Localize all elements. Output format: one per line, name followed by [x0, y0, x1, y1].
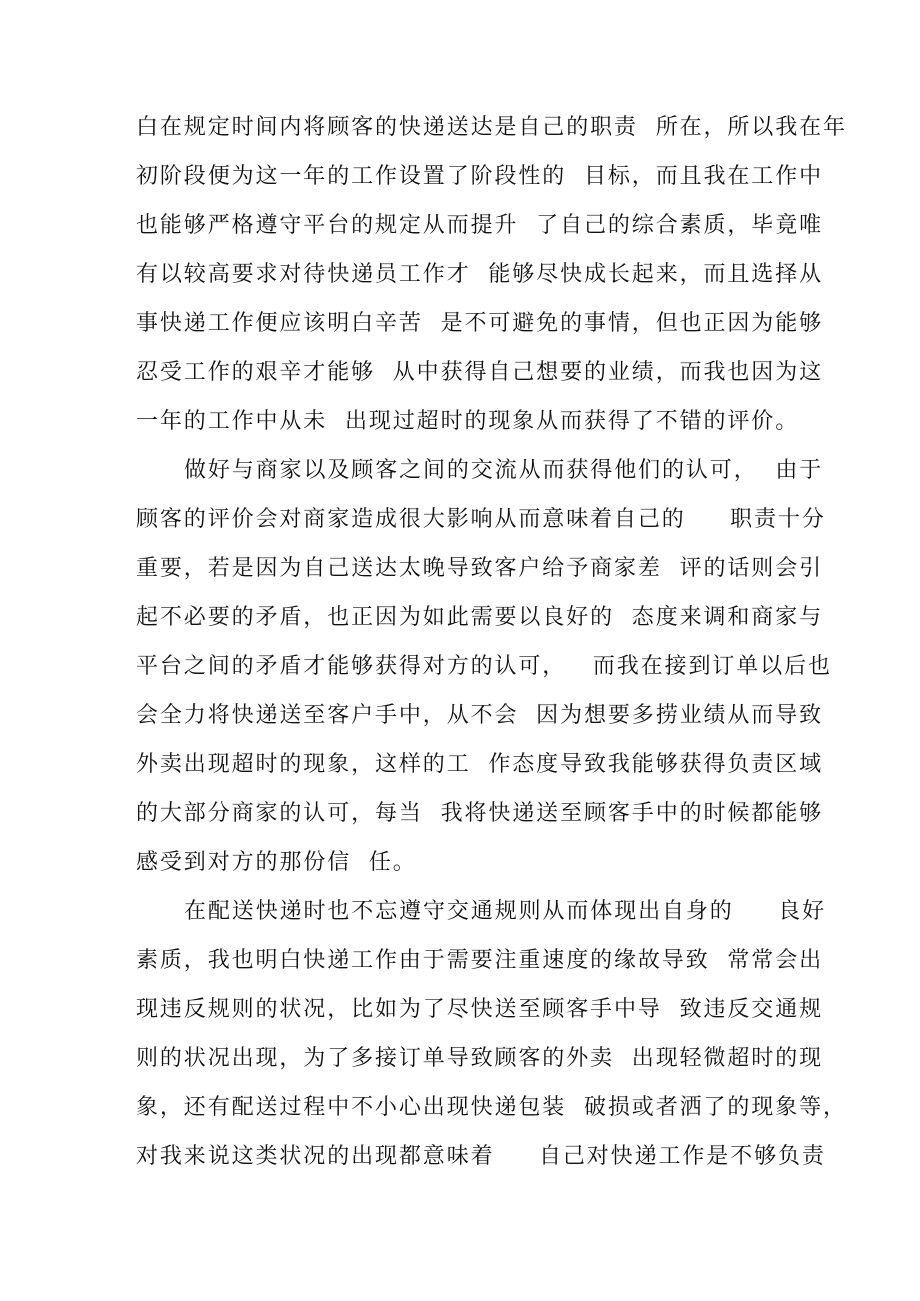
text-line: 素质，我也明白快递工作由于需要注重速度的缘故导致 常常会出: [136, 948, 823, 973]
text-line: 象，还有配送过程中不小心出现快递包装 破损或者洒了的现象等，: [136, 1095, 847, 1120]
text-line: 平台之间的矛盾才能够获得对方的认可， 而我在接到订单以后也: [136, 654, 832, 679]
text-line: 起不必要的矛盾，也正因为如此需要以良好的 态度来调和商家与: [136, 605, 823, 630]
text-line: 会全力将快递送至客户手中，从不会 因为想要多捞业绩从而导致: [136, 703, 823, 728]
text-line: 做好与商家以及顾客之间的交流从而获得他们的认可， 由于: [184, 458, 824, 483]
text-line: 有以较高要求对待快递员工作才 能够尽快成长起来，而且选择从: [136, 262, 823, 287]
text-line: 则的状况出现，为了多接订单导致顾客的外卖 出现轻微超时的现: [136, 1046, 823, 1071]
text-line: 初阶段便为这一年的工作设置了阶段性的 目标，而且我在工作中: [136, 164, 823, 189]
text-line: 白在规定时间内将顾客的快递送达是自己的职责 所在，所以我在年: [136, 115, 847, 140]
text-line: 现违反规则的状况，比如为了尽快送至顾客手中导 致违反交通规: [136, 997, 823, 1022]
text-line: 一年的工作中从未 出现过超时的现象从而获得了不错的评价。: [136, 409, 800, 434]
text-line: 事快递工作便应该明白辛苦 是不可避免的事情，但也正因为能够: [136, 311, 823, 336]
text-line: 顾客的评价会对商家造成很大影响从而意味着自己的 职责十分: [136, 507, 826, 532]
text-line: 的大部分商家的认可，每当 我将快递送至顾客手中的时候都能够: [136, 801, 823, 826]
text-line: 也能够严格遵守平台的规定从而提升 了自己的综合素质，毕竟唯: [136, 213, 823, 238]
text-line: 外卖出现超时的现象，这样的工 作态度导致我能够获得负责区域: [136, 752, 823, 777]
text-line: 重要，若是因为自己送达太晚导致客户给予商家差 评的话则会引: [136, 556, 823, 581]
text-line: 对我来说这类状况的出现都意味着 自己对快递工作是不够负责: [136, 1144, 826, 1169]
text-line: 在配送快递时也不忘遵守交通规则从而体现出自身的 良好: [184, 899, 826, 924]
text-line: 忍受工作的艰辛才能够 从中获得自己想要的业绩，而我也因为这: [136, 360, 823, 385]
text-line: 感受到对方的那份信 任。: [136, 850, 417, 875]
